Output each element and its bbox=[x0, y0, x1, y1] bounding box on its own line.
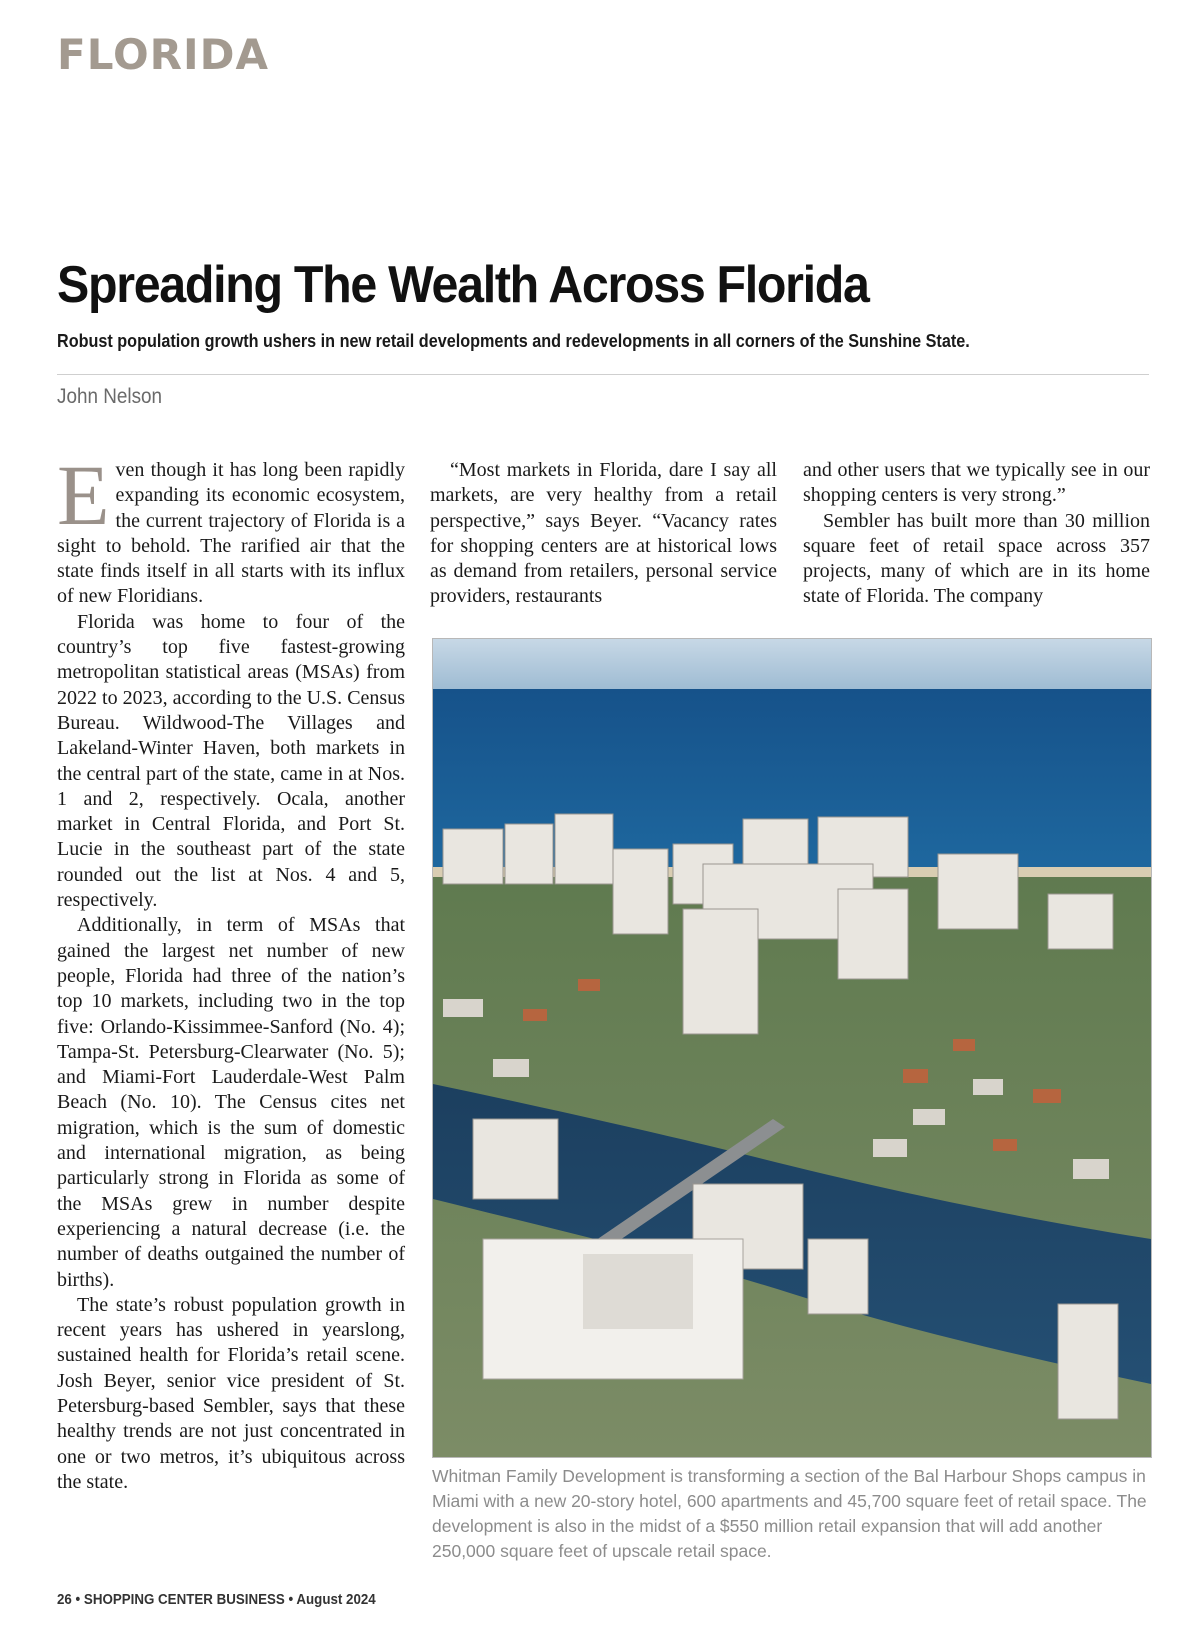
byline: John Nelson bbox=[57, 385, 163, 408]
body-column-1 bbox=[57, 447, 405, 1495]
body-paragraph: Florida was home to four of the country’s top five fastest-growing metropolitan statistical areas (MSAs) from 2022 to 2023, according to the U.S. Census Bureau. Wildwood-The Villages and Lakeland-Winter Haven, both markets in the central part of the state, came in at Nos. 1 and 2, respectively. Ocala, another market in Central Florida, and Port St. Lucie in the southeast part of the state rounded out the list at Nos. 4 and 5, respectively. bbox=[57, 610, 405, 912]
body-column-3 bbox=[803, 458, 1150, 610]
divider bbox=[57, 374, 1149, 375]
section-label: FLORIDA bbox=[57, 30, 269, 79]
body-text: ven though it has long been rapidly expanding its economic ecosystem, the current trajectory of Florida is a sight to behold. The rarified air that the state finds itself in all starts with its influx of new Floridians. bbox=[57, 459, 405, 608]
body-paragraph: “Most markets in Florida, dare I say all markets, are very healthy from a retail perspective,” says Beyer. “Vacancy rates for shopping centers are at historical lows as demand from retailers, personal service providers, restaurants bbox=[430, 459, 777, 608]
article-dek: Robust population growth ushers in new retail developments and redevelopments in all corners of the Sunshine State. bbox=[57, 331, 970, 351]
photo-caption: Whitman Family Development is transforming a section of the Bal Harbour Shops campus in Miami with a new 20-story hotel, 600 apartments and 45,700 square feet of retail space. The development is also in the midst of a $550 million retail expansion that will add another 250,000 square feet of upscale retail space. bbox=[432, 1466, 1147, 1561]
body-paragraph: The state’s robust population growth in recent years has ushered in yearslong, sustained health for Florida’s retail scene. Josh Beyer, senior vice president of St. Petersburg-based Sembler, says that these healthy trends are not just concentrated in one or two metros, it’s ubiquitous across the state. bbox=[57, 1293, 405, 1493]
page-footer: 26 • SHOPPING CENTER BUSINESS • August 2024 bbox=[57, 1592, 376, 1608]
drop-cap: E bbox=[57, 447, 110, 543]
article-headline: Spreading The Wealth Across Florida bbox=[57, 256, 869, 314]
body-paragraph: Additionally, in term of MSAs that gained the largest net number of new people, Florida had three of the nation’s top 10 markets, including two in the top five: Orlando-Kissimmee-Sanford (No. 4); Tampa-St. Petersburg-Clearwater (No. 5); and Miami-Fort Lauderdale-West Palm Beach (No. 10). The Census cites net migration, which is the sum of domestic and international migration, as being particularly strong in Florida as some of the MSAs grew in number despite experiencing a natural decrease (i.e. the number of deaths outgained the number of births). bbox=[57, 914, 405, 1291]
body-column-2 bbox=[430, 458, 777, 610]
aerial-photo bbox=[432, 638, 1152, 1458]
body-paragraph bbox=[57, 447, 405, 610]
body-paragraph: Sembler has built more than 30 million square feet of retail space across 357 projects, many of which are in its home state of Florida. The company bbox=[803, 509, 1150, 608]
body-paragraph: and other users that we typically see in our shopping centers is very strong.” bbox=[803, 459, 1150, 507]
